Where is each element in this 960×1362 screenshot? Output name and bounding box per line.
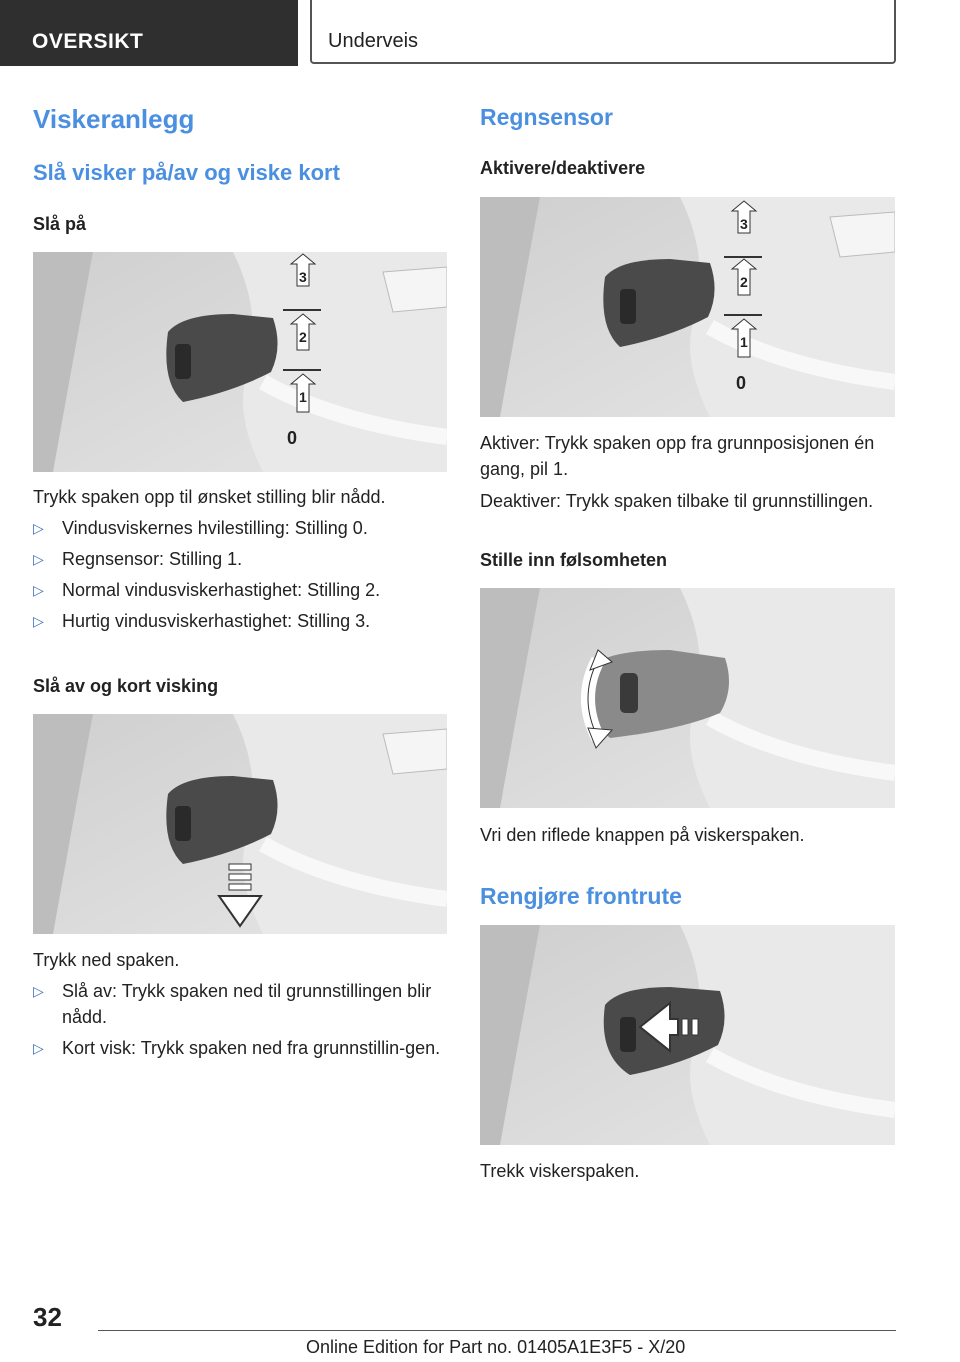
bullet-triangle-icon: ▷ [33,613,44,629]
deactivate-text: Deaktiver: Trykk spaken tilbake til grunnstillingen. [480,491,874,511]
list-item: ▷ Kort visk: Trykk spaken ned fra grunnstillin-gen. [33,1035,447,1061]
off-actions-list [33,978,447,1066]
label-pos3: 3 [740,216,748,232]
bullet-triangle-icon: ▷ [33,520,44,536]
list-item: ▷ Slå av: Trykk spaken ned til grunnstillingen blir nådd. [33,978,447,1030]
sensitivity-text: Vri den riflede knappen på viskerspaken. [480,825,805,845]
clean-text: Trekk viskerspaken. [480,1161,640,1181]
page-title: Viskeranlegg [33,104,195,134]
section-title-clean: Rengjøre frontrute [480,883,682,909]
on-positions-list [33,515,447,639]
figure-clean-windshield [480,925,895,1145]
footer-divider [98,1330,896,1331]
bullet-triangle-icon: ▷ [33,983,44,999]
page-number: 32 [33,1302,62,1332]
bullet-triangle-icon: ▷ [33,582,44,598]
label-pos0: 0 [736,373,747,393]
section-subtitle: Slå visker på/av og viske kort [33,160,340,185]
label-pos1: 1 [740,334,748,350]
section-tab[interactable]: OVERSIKT [0,0,298,66]
list-item: ▷ Normal vindusviskerhastighet: Stilling 2. [33,577,447,603]
list-item: ▷ Vindusviskernes hvilestilling: Stilling 0. [33,515,447,541]
label-pos2: 2 [299,329,307,345]
list-item: ▷ Regnsensor: Stilling 1. [33,546,447,572]
figure-rain-sensor [480,197,895,417]
bullet-triangle-icon: ▷ [33,1040,44,1056]
heading-on: Slå på [33,214,87,234]
list-item: ▷ Hurtig vindusviskerhastighet: Stilling 3. [33,608,447,634]
label-pos1: 1 [299,389,307,405]
label-pos0: 0 [287,428,298,448]
figure-sensitivity [480,588,895,808]
section-title-rain-sensor: Regnsensor [480,104,613,130]
label-pos3: 3 [299,269,307,285]
heading-sensitivity: Stille inn følsomheten [480,550,668,570]
activate-text: Aktiver: Trykk spaken opp fra grunnposisjonen én gang, pil 1. [480,433,875,479]
on-instruction: Trykk spaken opp til ønsket stilling blir nådd. [33,487,386,507]
heading-off: Slå av og kort visking [33,676,219,696]
footer-edition: Online Edition for Part no. 01405A1E3F5 - X/20 [306,1337,686,1357]
heading-activate: Aktivere/deaktivere [480,158,646,178]
figure-wiper-down [33,714,447,934]
bullet-triangle-icon: ▷ [33,551,44,567]
off-instruction: Trykk ned spaken. [33,950,180,970]
chapter-title: Underveis [310,0,896,64]
figure-wiper-positions [33,252,447,472]
label-pos2: 2 [740,274,748,290]
